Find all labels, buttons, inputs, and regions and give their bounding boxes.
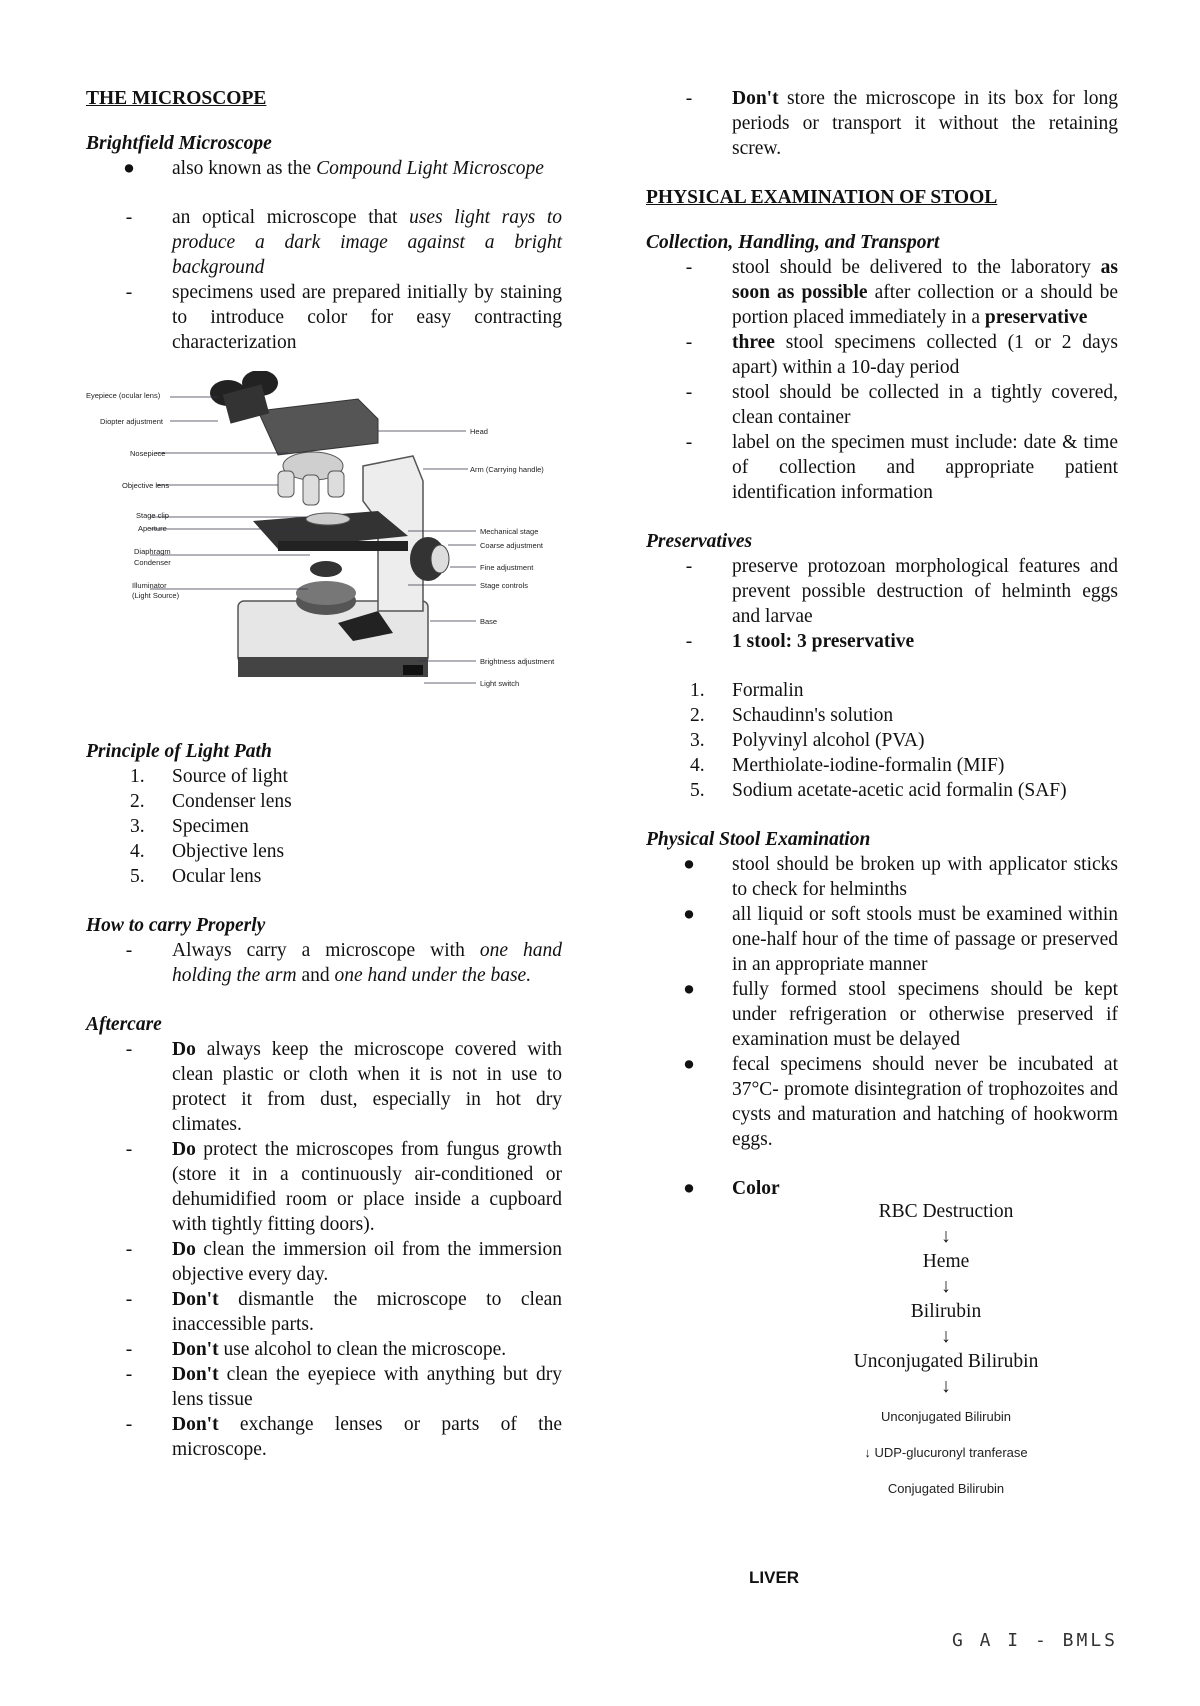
list-item: - Do protect the microscopes from fungus growth (store it in a continuously air-conditioned or dehumidified room or place inside a cupboard with tightly fitting doors). bbox=[86, 1137, 562, 1237]
brightfield-heading: Brightfield Microscope bbox=[86, 133, 272, 154]
flow-step: Bilirubin bbox=[910, 1301, 982, 1322]
dash-icon: - bbox=[125, 1139, 133, 1160]
list-item: ● stool should be broken up with applicator sticks to check for helminths bbox=[646, 852, 1118, 902]
list-item: 4. Objective lens bbox=[86, 839, 562, 864]
list-item: - stool should be collected in a tightly covered, clean container bbox=[646, 380, 1118, 430]
title-stool: PHYSICAL EXAMINATION OF STOOL bbox=[646, 187, 998, 208]
liver-label: LIVER bbox=[749, 1568, 800, 1587]
flow-step: RBC Destruction bbox=[878, 1201, 1014, 1222]
list-number: 1. bbox=[690, 680, 705, 701]
dash-icon: - bbox=[125, 1364, 133, 1385]
bullet-icon: ● bbox=[683, 1178, 695, 1199]
light-path-heading: Principle of Light Path bbox=[86, 741, 272, 762]
list-item: - Don't dismantle the microscope to clean inaccessible parts. bbox=[86, 1287, 562, 1337]
list-item: - stool should be delivered to the laboratory as soon as possible after collection or a should be portion placed immediately in a preservative bbox=[646, 255, 1118, 330]
list-item: 2. Schaudinn's solution bbox=[646, 703, 1118, 728]
list-item: 3. Specimen bbox=[86, 814, 562, 839]
list-item: ● also known as the Compound Light Microscope bbox=[86, 156, 562, 181]
label-objective: Objective lens bbox=[122, 481, 170, 490]
dash-icon: - bbox=[125, 1289, 133, 1310]
label-base: Base bbox=[480, 617, 498, 626]
preservatives-heading: Preservatives bbox=[646, 531, 753, 552]
label-diopter: Diopter adjustment bbox=[100, 417, 163, 426]
list-item: - three stool specimens collected (1 or 2 days apart) within a 10-day period bbox=[646, 330, 1118, 380]
bullet-icon: ● bbox=[683, 904, 695, 925]
dash-icon: - bbox=[685, 631, 693, 652]
list-item: ● all liquid or soft stools must be examined within one-half hour of the time of passage or preserved in an appropriate manner bbox=[646, 902, 1118, 977]
list-item: - Don't clean the eyepiece with anything but dry lens tissue bbox=[86, 1362, 562, 1412]
list-item: - preserve protozoan morphological features and prevent possible destruction of helminth eggs and larvae bbox=[646, 554, 1118, 629]
label-illuminator-2: (Light Source) bbox=[132, 591, 180, 600]
aftercare-heading: Aftercare bbox=[86, 1014, 162, 1035]
list-item: - 1 stool: 3 preservative bbox=[646, 629, 1118, 654]
dash-icon: - bbox=[125, 282, 133, 303]
list-item: - Don't use alcohol to clean the microscope. bbox=[86, 1337, 562, 1362]
list-item: ● fully formed stool specimens should be kept under refrigeration or otherwise preserved if examination must be delayed bbox=[646, 977, 1118, 1052]
flow-step: Unconjugated Bilirubin bbox=[853, 1351, 1039, 1372]
dash-icon: - bbox=[125, 1239, 133, 1260]
label-nosepiece: Nosepiece bbox=[130, 449, 166, 458]
dash-icon: - bbox=[685, 556, 693, 577]
flow-small-conjugated: Conjugated Bilirubin bbox=[887, 1481, 1005, 1496]
dash-icon: - bbox=[125, 940, 133, 961]
label-mech-stage: Mechanical stage bbox=[480, 527, 539, 536]
list-item: - an optical microscope that uses light rays to produce a dark image against a bright background bbox=[86, 205, 562, 280]
list-number: 5. bbox=[690, 780, 705, 801]
right-column bbox=[646, 86, 1118, 1507]
flow-small-enzyme: ↓ UDP-glucuronyl tranferase bbox=[864, 1445, 1028, 1460]
dash-icon: - bbox=[685, 432, 693, 453]
label-eyepiece: Eyepiece (ocular lens) bbox=[86, 391, 161, 400]
list-item: 4. Merthiolate-iodine-formalin (MIF) bbox=[646, 753, 1118, 778]
label-head: Head bbox=[470, 427, 488, 436]
list-item: - Do always keep the microscope covered with clean plastic or cloth when it is not in use to protect it from dust, especially in hot dry climates. bbox=[86, 1037, 562, 1137]
dash-icon: - bbox=[685, 332, 693, 353]
list-item: - Don't exchange lenses or parts of the microscope. bbox=[86, 1412, 562, 1462]
bullet-icon: ● bbox=[123, 158, 135, 179]
arrow-down-icon: ↓ bbox=[941, 1226, 951, 1247]
dash-icon: - bbox=[685, 382, 693, 403]
physical-heading: Physical Stool Examination bbox=[646, 829, 871, 850]
list-item: 2. Condenser lens bbox=[86, 789, 562, 814]
label-fine: Fine adjustment bbox=[480, 563, 534, 572]
list-number: 3. bbox=[690, 730, 705, 751]
dash-icon: - bbox=[125, 207, 133, 228]
label-coarse: Coarse adjustment bbox=[480, 541, 543, 550]
physical-list bbox=[646, 852, 1118, 1152]
label-condenser: Condenser bbox=[134, 558, 171, 567]
list-item: 1. Formalin bbox=[646, 678, 1118, 703]
list-item: - Always carry a microscope with one hand holding the arm and one hand under the base. bbox=[86, 938, 562, 988]
arrow-down-icon: ↓ bbox=[941, 1276, 951, 1297]
arrow-down-icon: ↓ bbox=[941, 1326, 951, 1347]
list-number: 2. bbox=[690, 705, 705, 726]
microscope-figure bbox=[78, 371, 598, 717]
title-microscope: THE MICROSCOPE bbox=[86, 88, 267, 109]
bullet-icon: ● bbox=[683, 854, 695, 875]
collection-heading: Collection, Handling, and Transport bbox=[646, 232, 940, 253]
dash-icon: - bbox=[125, 1339, 133, 1360]
label-diaphragm: Diaphragm bbox=[134, 547, 171, 556]
list-item: ● fecal specimens should never be incubated at 37°C- promote disintegration of trophozoites and cysts and maturation and hatching of hookworm eggs. bbox=[646, 1052, 1118, 1152]
list-item: ● Color bbox=[646, 1176, 1118, 1201]
label-arm: Arm (Carrying handle) bbox=[470, 465, 544, 474]
flow-step: Heme bbox=[922, 1251, 970, 1272]
list-number: 4. bbox=[690, 755, 705, 776]
list-item: 5. Sodium acetate-acetic acid formalin (SAF) bbox=[646, 778, 1118, 803]
list-number: 2. bbox=[130, 791, 145, 812]
list-item: 5. Ocular lens bbox=[86, 864, 562, 889]
flow-small-unconjugated: Unconjugated Bilirubin bbox=[880, 1409, 1012, 1424]
bullet-icon: ● bbox=[683, 1054, 695, 1075]
bullet-icon: ● bbox=[683, 979, 695, 1000]
list-number: 3. bbox=[130, 816, 145, 837]
list-item: - Do clean the immersion oil from the immersion objective every day. bbox=[86, 1237, 562, 1287]
preservatives-list bbox=[646, 678, 1118, 803]
dash-icon: - bbox=[125, 1414, 133, 1435]
list-item: - specimens used are prepared initially by staining to introduce color for easy contracting characterization bbox=[86, 280, 562, 355]
carry-heading: How to carry Properly bbox=[86, 915, 266, 936]
footer-signature: G A I - BMLS bbox=[951, 1630, 1118, 1651]
list-number: 5. bbox=[130, 866, 145, 887]
list-item: 3. Polyvinyl alcohol (PVA) bbox=[646, 728, 1118, 753]
label-brightness: Brightness adjustment bbox=[480, 657, 555, 666]
list-item: 1. Source of light bbox=[86, 764, 562, 789]
arrow-down-icon: ↓ bbox=[941, 1376, 951, 1397]
dash-icon: - bbox=[685, 257, 693, 278]
bilirubin-flow bbox=[796, 1199, 1096, 1507]
dash-icon: - bbox=[125, 1039, 133, 1060]
light-path-list bbox=[86, 764, 562, 889]
label-stage-control: Stage controls bbox=[480, 581, 528, 590]
list-number: 4. bbox=[130, 841, 145, 862]
label-stage-clip: Stage clip bbox=[136, 511, 169, 520]
dash-icon: - bbox=[685, 88, 693, 109]
label-illuminator: Illuminator bbox=[132, 581, 167, 590]
label-light-switch: Light switch bbox=[480, 679, 520, 688]
label-aperture: Aperture bbox=[138, 524, 167, 533]
aftercare-list bbox=[86, 1037, 562, 1462]
list-number: 1. bbox=[130, 766, 145, 787]
left-column bbox=[86, 86, 562, 1462]
list-item: - label on the specimen must include: date & time of collection and appropriate patient identification information bbox=[646, 430, 1118, 505]
list-item: - Don't store the microscope in its box for long periods or transport it without the retaining screw. bbox=[646, 86, 1118, 161]
